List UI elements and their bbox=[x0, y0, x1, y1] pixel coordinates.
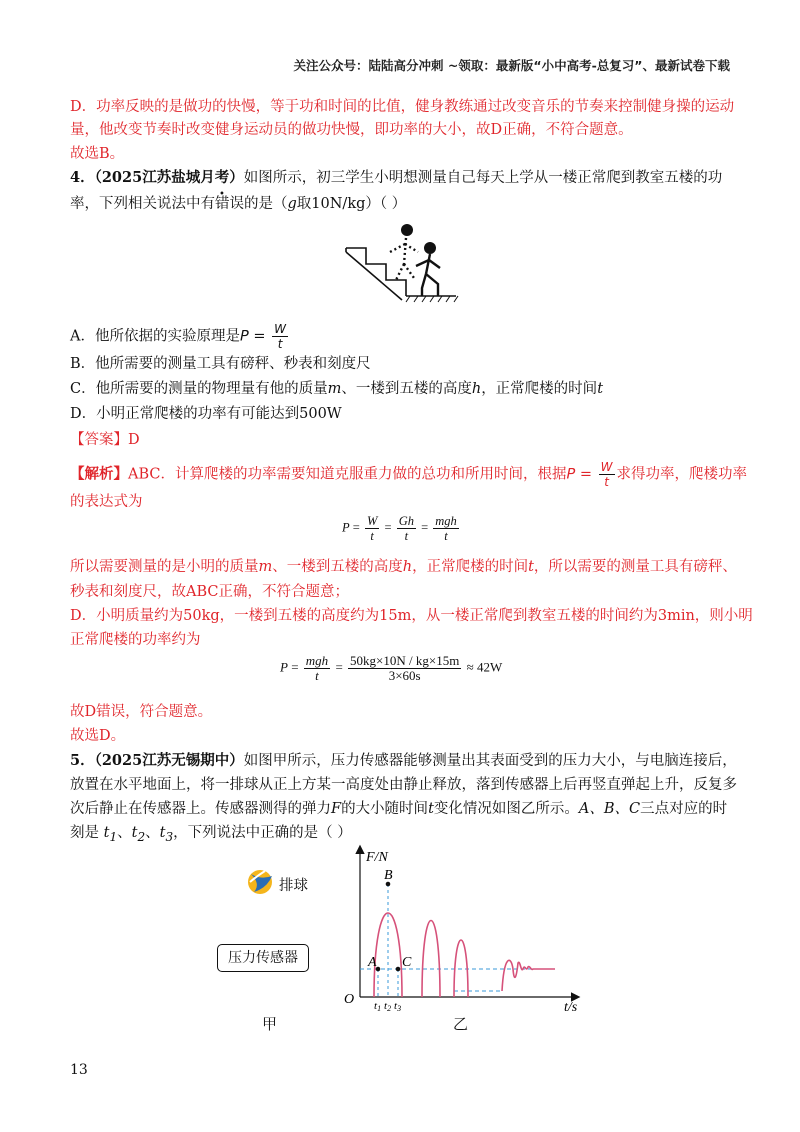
point-C bbox=[396, 967, 401, 972]
solid-figure-head bbox=[424, 242, 436, 254]
x-axis-label: t/s bbox=[564, 1000, 578, 1015]
q4-emph: 错误 bbox=[215, 196, 244, 212]
q5-t2 bbox=[131, 825, 146, 844]
formula2-P: P bbox=[280, 659, 288, 675]
sensor-box: 压力传感器 bbox=[217, 944, 309, 972]
q5-stem-line3 bbox=[70, 799, 727, 819]
tick-t3-base: t bbox=[394, 1000, 398, 1012]
q5-t3-sub: 3 bbox=[165, 829, 174, 844]
pulse-1 bbox=[374, 913, 402, 997]
q4-conclusion-line1 bbox=[70, 557, 737, 577]
formula2-frac1 bbox=[304, 654, 330, 683]
formula2-mgh: mgh bbox=[305, 653, 329, 668]
q4-g: g bbox=[287, 196, 297, 212]
q4-stem2a: 率，下列相关说法中有 bbox=[70, 196, 215, 212]
solid-stick-figure bbox=[416, 254, 440, 296]
formula1-t2: t bbox=[404, 529, 409, 543]
q4-analysis-eq: = bbox=[579, 466, 593, 483]
q4-analysis1b: 求得功率，爬楼功率 bbox=[616, 466, 747, 483]
q5-stem3t: t bbox=[428, 801, 434, 817]
ball-label: 排球 bbox=[279, 878, 308, 894]
label-C: C bbox=[402, 955, 412, 970]
q4-option-c-a: C．他所需要的测量的物理量有他的质量 bbox=[70, 381, 328, 397]
q5-stem3F: F bbox=[331, 801, 342, 817]
q4-g2: 取10N/kg）（ ） bbox=[296, 196, 407, 212]
q4-analysis-W: W bbox=[600, 460, 613, 474]
tick-t1-base: t bbox=[374, 1000, 378, 1012]
dotted-stick-figure bbox=[390, 238, 418, 280]
q4-conc-m: m bbox=[258, 559, 273, 575]
q4-option-c-c: ，正常爬楼的时间 bbox=[481, 381, 598, 397]
q5-stem4b: ，下列说法中正确的是（ ） bbox=[173, 825, 352, 841]
q4-option-a-W: W bbox=[274, 322, 286, 336]
q4-option-b: B．他所需要的测量工具有磅秤、秒表和刻度尺 bbox=[70, 356, 371, 372]
q4-conc1b: 、一楼到五楼的高度 bbox=[272, 559, 403, 575]
tick-t2 bbox=[384, 1000, 391, 1013]
q5-t1-sub: 1 bbox=[109, 829, 118, 844]
power-formula-2: P = $\frac{\text{mgh}}{t}$ = $\frac{50kg\times 10N / kg\times 15m}{3\times 60s}$ ≈ 42W bbox=[280, 653, 503, 683]
q5-stem-line2: 放置在水平地面上，将一排球从正上方某一高度处由静止释放，落到传感器上后再竖直弹起上升，反复多 bbox=[70, 777, 737, 793]
formula1-mgh: mgh bbox=[435, 514, 457, 528]
q5-t2-sub: 2 bbox=[137, 829, 146, 844]
prev-d-line1: D．功率反映的是做功的快慢，等于功和时间的比值，健身教练通过改变音乐的节奏来控制健身操的运动 bbox=[70, 99, 735, 115]
q4-choose: 故选D。 bbox=[70, 728, 126, 744]
formula1-t1: t bbox=[370, 529, 374, 543]
q4-answer: 【答案】D bbox=[70, 432, 140, 448]
q4-conclusion-line2: 秒表和刻度尺，故ABC正确，不符合题意； bbox=[70, 584, 349, 600]
formula1-W: W bbox=[366, 514, 378, 528]
q4-option-a-text: A．他所依据的实验原理是 bbox=[70, 328, 240, 345]
q5-stem3b: 的大小随时间 bbox=[341, 801, 429, 817]
stair-steps bbox=[346, 248, 406, 296]
tick-t1-sub: 1 bbox=[377, 1004, 382, 1013]
force-time-graph bbox=[330, 835, 600, 1015]
q4-analysis-t: t bbox=[604, 475, 609, 489]
stair-figure bbox=[342, 218, 462, 306]
q4-stem1: 如图所示，初三学生小明想测量自己每天上学从一楼正常爬到教室五楼的功 bbox=[243, 170, 723, 186]
q5-t1 bbox=[103, 825, 118, 844]
q4-stem2b: 的是（ bbox=[244, 196, 288, 212]
fig-b-label: 乙 bbox=[453, 1015, 469, 1033]
settling-curve bbox=[502, 960, 555, 991]
q4-analysis1a: ABC．计算爬楼的功率需要知道克服重力做的总功和所用时间，根据 bbox=[128, 466, 567, 483]
q4-option-c-h: h bbox=[471, 381, 482, 397]
q5-t3-base: t bbox=[159, 825, 166, 841]
fig-a-label: 甲 bbox=[262, 1015, 278, 1033]
q4-option-d: D．小明正常爬楼的功率有可能达到500W bbox=[70, 406, 342, 422]
origin-label: O bbox=[344, 992, 355, 1007]
formula1-t3: t bbox=[444, 529, 448, 543]
label-B: B bbox=[384, 868, 393, 883]
q4-analysis-line2: 的表达式为 bbox=[70, 494, 143, 510]
q5-stem-line4: 刻是 $t_1$、$t_2$、$t_3$，下列说法中正确的是（ ） bbox=[70, 825, 352, 844]
q4-option-c-b: 、一楼到五楼的高度 bbox=[341, 381, 472, 397]
q4-option-a-frac bbox=[272, 322, 288, 351]
q5-number: 5． bbox=[70, 752, 95, 769]
q5-stem3d: 三点对应的时 bbox=[640, 801, 728, 817]
formula2-num: 50kg×10N / kg×15m bbox=[350, 653, 460, 668]
q4-source: （2025江苏盐城月考） bbox=[94, 169, 244, 186]
q4-number: 4． bbox=[70, 169, 95, 186]
prev-d-line2: 量，他改变节奏时改变健身运动员的做功快慢，即功率的大小，故D正确，不符合题意。 bbox=[70, 122, 633, 138]
q5-t1-base: t bbox=[103, 825, 110, 841]
power-formula-1: P = $\frac{W}{t}$ = $\frac{Gh}{t}$ = $\frac{\text{mgh}}{t}$ bbox=[342, 514, 457, 543]
q4-conc-h: h bbox=[402, 559, 413, 575]
q5-t3 bbox=[159, 825, 174, 844]
q4-option-c-m: m bbox=[327, 381, 342, 397]
q5-source: （2025江苏无锡期中） bbox=[94, 752, 244, 769]
q4-d-line2: 正常爬楼的功率约为 bbox=[70, 632, 201, 648]
page-header: 关注公众号：陆陆高分冲刺 ~领取：最新版“小中高考-总复习”、最新试卷下载 bbox=[293, 58, 730, 73]
formula2-t: t bbox=[315, 668, 319, 683]
q5-t2-base: t bbox=[131, 825, 138, 841]
formula2-result: ≈ 42W bbox=[466, 659, 503, 675]
label-A: A bbox=[368, 955, 377, 970]
q4-option-a-t: t bbox=[277, 337, 283, 351]
y-axis-label: F/N bbox=[366, 850, 388, 865]
dotted-figure-head bbox=[401, 224, 413, 236]
tick-t3-sub: 3 bbox=[397, 1004, 402, 1013]
formula1-P: P bbox=[342, 520, 350, 535]
q4-option-c bbox=[70, 379, 603, 399]
q4-conc1d: ，所以需要的测量工具有磅秤、 bbox=[533, 559, 737, 575]
formula1-frac3 bbox=[433, 514, 459, 543]
q5-stem1: 如图甲所示，压力传感器能够测量出其表面受到的压力大小，与电脑连接后， bbox=[243, 753, 737, 769]
formula1-frac2 bbox=[397, 514, 416, 543]
q5-stem4a: 刻是 bbox=[70, 825, 99, 841]
q4-option-a bbox=[70, 322, 290, 351]
formula2-den: 3×60s bbox=[388, 668, 421, 683]
q4-conc1a: 所以需要测量的是小明的质量 bbox=[70, 559, 259, 575]
q5-stem3ABC: A、B、C bbox=[578, 801, 641, 817]
q5-stem-line1 bbox=[70, 751, 737, 771]
formula2-frac2 bbox=[348, 654, 461, 683]
pulse-2 bbox=[422, 921, 440, 998]
tick-t1 bbox=[374, 1000, 381, 1013]
q4-analysis-P: P bbox=[566, 466, 576, 483]
q4-conc-t: t bbox=[528, 559, 534, 575]
q4-analysis-frac bbox=[599, 460, 615, 489]
ground-hatch bbox=[406, 296, 458, 302]
q4-analysis-line1 bbox=[70, 460, 747, 489]
q4-d-line1: D．小明质量约为50kg，一楼到五楼的高度约为15m，从一楼正常爬到教室五楼的时间约为3min，则小明 bbox=[70, 608, 753, 624]
tick-t2-sub: 2 bbox=[387, 1004, 392, 1013]
q4-stem-line1 bbox=[70, 168, 722, 188]
q4-stem-line2 bbox=[70, 194, 406, 214]
q4-d-wrong: 故D错误，符合题意。 bbox=[70, 704, 213, 720]
page-number: 13 bbox=[70, 1062, 88, 1078]
q4-option-a-P: P bbox=[239, 328, 249, 345]
q4-analysis-label: 【解析】 bbox=[70, 465, 128, 483]
tick-t2-base: t bbox=[384, 1000, 388, 1012]
q5-stem3a: 次后静止在传感器上。传感器测得的弹力 bbox=[70, 801, 331, 817]
q4-option-a-eq: = bbox=[253, 328, 266, 345]
prev-choose: 故选B。 bbox=[70, 146, 125, 162]
q4-conc1c: ，正常爬楼的时间 bbox=[412, 559, 529, 575]
q5-stem3c: 变化情况如图乙所示。 bbox=[433, 801, 579, 817]
formula1-frac1 bbox=[365, 514, 379, 543]
volleyball-icon bbox=[245, 866, 275, 898]
formula1-Gh: Gh bbox=[398, 514, 414, 528]
tick-t3 bbox=[394, 1000, 401, 1013]
q4-option-c-t: t bbox=[597, 381, 604, 397]
